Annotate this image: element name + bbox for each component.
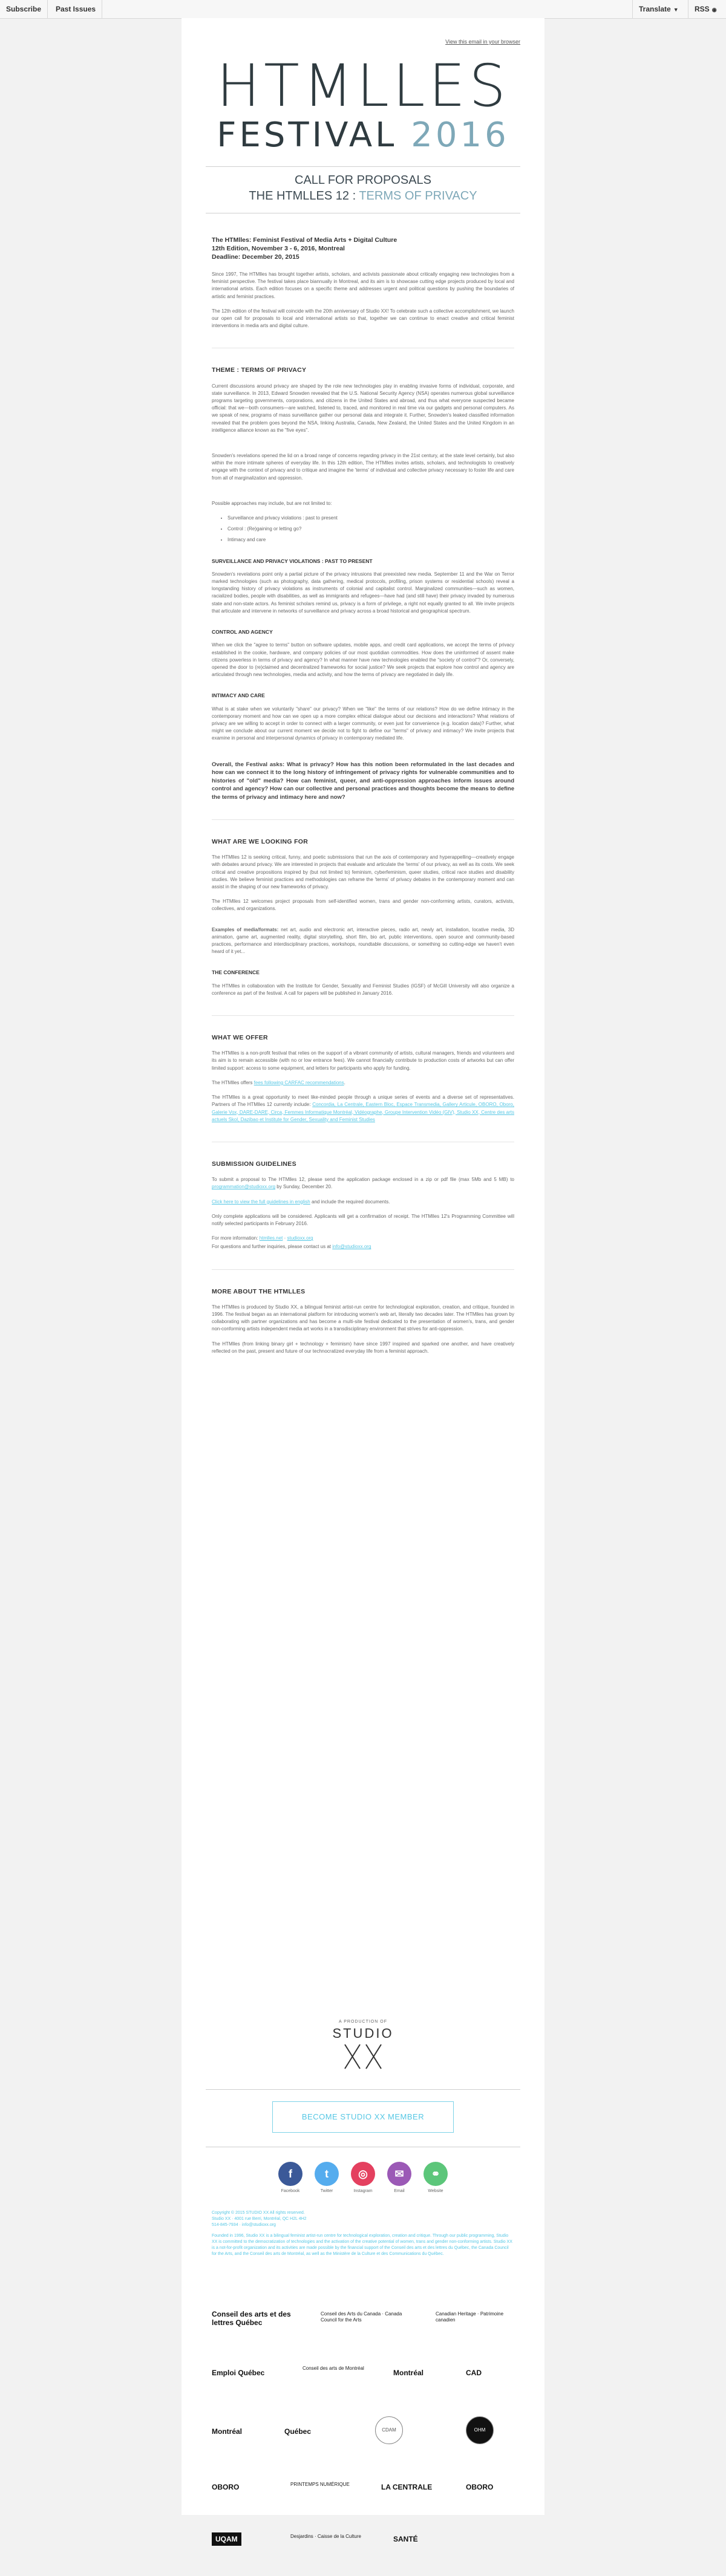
logo-line-1: HTMLLES: [216, 52, 510, 120]
sponsor-logo: LA CENTRALE: [381, 2483, 433, 2491]
sponsor-logo: Conseil des arts de Montréal: [302, 2366, 364, 2371]
guidelines-paragraph: To submit a proposal to The HTMlles 12, please send the application package enclosed in a zip or pdf file (max 5Mb and 5 MB) to programmation@studioxx.org by Sunday, December 20.: [212, 1177, 514, 1190]
sponsor-logo: Desjardins · Caisse de la Culture: [290, 2534, 361, 2539]
list-item: • Control : (Re)gaining or letting go?: [227, 525, 514, 533]
more-heading: MORE ABOUT THE HTMLLES: [212, 1287, 306, 1295]
guidelines-heading: SUBMISSION GUIDELINES: [212, 1160, 296, 1168]
social-link-facebook[interactable]: [275, 2162, 306, 2193]
social-link-twitter[interactable]: [311, 2162, 342, 2193]
content-column: [212, 236, 514, 1362]
sponsor-logo: OBORO: [466, 2483, 494, 2491]
approaches-list: [212, 515, 514, 544]
list-item: • Intimacy and care: [227, 536, 514, 544]
facebook-icon: f: [278, 2162, 302, 2186]
sponsor-logo: Montréal: [393, 2369, 424, 2377]
sponsor-logo: SANTÉ: [393, 2535, 418, 2543]
production-credit: A PRODUCTION OF STUDIO: [182, 2020, 544, 2075]
theme-paragraph: Possible approaches may include, but are not limited to:: [212, 500, 332, 506]
twitter-icon: t: [315, 2162, 339, 2186]
logo-line-2: FESTIVAL 2016: [217, 115, 509, 155]
offer-paragraph: The HTMlles is a non-profit festival that relies on the support of a vibrant community of artists, cultural managers, friends and volunteers and its aim is to remain accessible (with no or low entrance fees). We cannot financially contribute to production costs of artworks but can offer limited support: access to some equipment, and letters for participants who apply for funding.: [212, 1050, 514, 1071]
guidelines-paragraph: Click here to view the full guidelines in english and include the required documents.: [212, 1199, 390, 1205]
submission-email-link[interactable]: programmation@studioxx.org: [212, 1184, 276, 1190]
partners-links[interactable]: Concordia, La Centrale, Eastern Bloc, Espace Transmedia, Gallery Articule, OBORO, Oboro, Galerie Vox, DARE-DARE, Circa, Femmes Informatique Montréal, Vidéographe, Groupe Intervention Vidéo (GIV), Studio XX, Centre des arts actuels Skol, Dazibao et Institute for Gender, Sexuality and Feminist Studies: [212, 1102, 514, 1122]
intimacy-heading: INTIMACY AND CARE: [212, 692, 265, 699]
looking-heading: WHAT ARE WE LOOKING FOR: [212, 838, 309, 846]
sponsor-logo: OHM: [466, 2416, 494, 2444]
address: Studio XX · 4001 rue Berri, Montréal, QC H2L 4H2: [212, 2217, 307, 2221]
social-link-website[interactable]: [420, 2162, 451, 2193]
phone: 514-845-7934 · info@studioxx.org: [212, 2223, 276, 2227]
offer-paragraph: The HTMlles offers fees following CARFAC recommendations.: [212, 1079, 345, 1085]
email-icon: ✉: [387, 2162, 411, 2186]
looking-paragraph: The HTMlles 12 is seeking critical, funny, and poetic submissions that run the axis of contemporary and hyperappelling—creatively engage with debates around privacy. We are interested in projects that evaluate and articulate the 'terms' of our privacy, as well as its costs. We seek critical and creative propositions inspired by (but not limited to) feminism, cyberfeminism, queer studies, critical race studies and disability studies. We believe feminist practices and methodologies can reframe the 'terms' of privacy debates in the contemporary moment and can assist in the shaping of our new frameworks of privacy.: [212, 854, 514, 890]
instagram-icon: ◎: [351, 2162, 375, 2186]
social-label: Twitter: [320, 2189, 333, 2193]
email-body: [182, 18, 544, 2543]
sponsor-logo: Conseil des Arts du Canada · Canada Council for the Arts: [321, 2311, 402, 2323]
intro-header: The HTMlles: Feminist Festival of Media Arts + Digital Culture 12th Edition, November 3 - 6, 2016, Montreal Deadline: December 20, 2015: [212, 236, 397, 261]
sponsor-logo: CDAM: [375, 2416, 403, 2444]
sponsor-logo: Emploi Québec: [212, 2369, 265, 2377]
sponsor-logo: Montréal: [212, 2427, 243, 2436]
divider: [206, 166, 520, 167]
surveillance-heading: SURVEILLANCE AND PRIVACY VIOLATIONS : PAST TO PRESENT: [212, 558, 373, 564]
sponsor-logo: CAD: [466, 2369, 482, 2377]
call-for-proposals-title: CALL FOR PROPOSALS THE HTMLLES 12 : TERMS OF PRIVACY: [249, 174, 477, 203]
sponsor-row: [194, 2298, 532, 2353]
formats-paragraph: Examples of media/formats: net art, audio and electronic art, interactive pieces, radio art, newly art, installation, locative media, 3D animation, game art, augmented reality, digital storytelling, short film, bio art, public interventions, open source and community-based practices, performance and interdisciplinary practices, workshops, roundtable discussions, or something so cutting-edge we haven't even heard of it yet...: [212, 926, 514, 955]
social-label: Website: [428, 2189, 443, 2193]
intimacy-paragraph: What is at stake when we voluntarily "share" our privacy? When we "like" the terms of our relations? How do we define intimacy in the contemporary moment and how can we open up a more complex ethical dialogue about our decisions and interactions? What relations of privacy are we willing to accept in order to connect with a larger community, or even just for convenience (e.g. location data)? Further, what might we conclude about our current moment we decide not to fight to define our "terms" of privacy and intimacy? We invite projects that examine in personal and interpersonal dynamics of privacy in contemporary mediated life.: [212, 706, 514, 741]
full-guidelines-link[interactable]: Click here to view the full guidelines in english: [212, 1199, 310, 1205]
looking-paragraph: The HTMlles 12 welcomes project proposals from self-identified women, trans and gender non-conforming artists, curators, activists, collectives, and organizations.: [212, 899, 514, 912]
sponsor-logo: Canadian Heritage · Patrimoine canadien: [436, 2311, 504, 2323]
festival-questions: Overall, the Festival asks: What is privacy? How has this notion been reformulated in the last decades and how can we connect it to the long history of infringement of privacy rights for vulnerable communities and to histories of "old" media? How can feminist, queer, and anti-oppression approaches inform issues around control and agency? How can our collective and personal practices and thoughts become the means to define the terms of privacy and intimacy here and now?: [212, 761, 514, 801]
divider: [212, 819, 514, 820]
sponsor-row: [194, 2353, 532, 2409]
conference-paragraph: The HTMlles in collaboration with the Institute for Gender, Sexuality and Feminist Studies (IGSF) of McGill University will also organize a conference as part of the festival. A call for papers will be published in January 2016.: [212, 983, 514, 996]
divider: [212, 1269, 514, 1270]
sponsor-logo: OBORO: [212, 2483, 240, 2491]
surveillance-paragraph: Snowden's revelations point only a partial picture of the privacy intrusions that preexisted new media. September 11 and the War on Terror marked technologies (such as photography, data gathering, medical protocols, profiling, prison systems or residential schools) reveal a longstanding history of privacy violations as instruments of colonial and capitalist control. Marginalized communities—such as women, racialized bodies, people with disabilities, as well as immigrants and refugees—have had (and still have) their privacy invaded by numerous state and non-state actors. As feminist scholars remind us, privacy is a form of privilege, a right not equally granted to all. We invite projects that articulate and intervene in networks of surveillance and privacy across a broad historical and geographical spectrum.: [212, 571, 514, 614]
carfac-link[interactable]: fees following CARFAC recommendations: [253, 1079, 344, 1085]
theme-paragraph: Current discussions around privacy are shaped by the role new technologies play in enabling invasive forms of individual, corporate, and state surveillance. In 2013, Edward Snowden revealed that the U.S. National Security Agency (NSA) operates numerous global surveillance programs targeting governments, corporations, and citizens in the United States and abroad, and thus what everyone suspected became official: that we—both consumers—are watched, listened to, traced, and monitored in real time via our gadgets and personal computers. As we speak of new, programs of mass surveillance gather our personal data and integrate it. Further, Snowden's leaked classified information revealed that the problem goes beyond the NSA, linking Australia, Canada, New Zealand, the United States and the United Kingdom in an intelligence alliance known as the "five eyes".: [212, 383, 514, 433]
more-paragraph: The HTMlles (from linking binary girl + technology + feminism) have since 1997 inspired and sparked one another, and have creatively reflected on the past, present and future of our technocratized everyday life from a feminist approach.: [212, 1341, 514, 1354]
footer-text: [212, 2210, 514, 2262]
sponsor-logo: UQAM: [212, 2532, 241, 2546]
social-label: Facebook: [281, 2189, 300, 2193]
contact-paragraph: For more information: htmlles.net · studioxx.org: [212, 1235, 313, 1241]
chevron-down-icon: ▼: [673, 7, 679, 13]
rss-icon: ◉: [711, 7, 717, 13]
website-icon: ⚭: [424, 2162, 448, 2186]
translate-button[interactable]: Translate ▼: [632, 0, 685, 18]
sponsor-row: [194, 2520, 532, 2576]
theme-paragraph: Snowden's revelations opened the lid on a broad range of concerns regarding privacy in the 21st century, at the state level certainly, but also within the more intimate spheres of everyday life. In this 12th edition, The HTMlles invites artists, scholars, and technologists to creatively engage with the context of privacy and to critique and imagine the 'terms' of individual and collective privacy necessary to foster life and care from all of marginalization and oppression.: [212, 453, 514, 481]
divider: [206, 2089, 520, 2090]
become-member-button[interactable]: BECOME STUDIO XX MEMBER: [272, 2101, 454, 2133]
sponsor-logo: Conseil des arts et des lettres Québec: [212, 2310, 291, 2327]
sponsor-row: [194, 2465, 532, 2520]
social-label: Email: [394, 2189, 405, 2193]
sponsor-logos: [194, 2298, 532, 2576]
sponsor-logo: Québec: [284, 2427, 312, 2436]
social-link-email[interactable]: [384, 2162, 415, 2193]
footer-blurb: Founded in 1996, Studio XX is a bilingual feminist artist-run centre for technological exploration, creation and critique. Through our public programming, Studio XX is committed to the democratization of technologies and the activation of the creative potential of women, trans and gender non-conforming artists. Studio XX is a not-for-profit organization and its activities are made possible by the financial support of the Conseil des arts et des lettres du Québec, the Canada Council for the Arts, and the Conseil des arts de Montréal, as well as the Ministère de la Culture et des Communications du Québec.: [212, 2234, 512, 2256]
contact-paragraph: For questions and further inquiries, please contact us at info@studioxx.org: [212, 1244, 371, 1250]
more-paragraph: The HTMlles is produced by Studio XX, a bilingual feminist artist-run centre for technological exploration, creation, and critique, founded in 1996. The festival began as an international platform for introducing women's web art, literally two decades later. The HTMlles has grown by collaborating with partner organizations and has become a multi-site festival dedicated to the presentation of women's, trans, and gender non-conforming artists independent media art works in a transdisciplinary environment that strives for anti-oppression.: [212, 1304, 514, 1332]
partners-paragraph: The HTMlles is a great opportunity to meet like-minded people through a unique series of events and a diverse set of representatives. Partners of The HTMlles 12 currently include: Concordia, La Centrale, Eastern Bloc, Espace Transmedia, Gallery Articule, OBORO, Oboro, Galerie Vox, DARE-DARE, Circa, Femmes Informatique Montréal, Vidéographe, Groupe Intervention Vidéo (GIV), Studio XX, Centre des arts actuels Skol, Dazibao et Institute for Gender, Sexuality and Feminist Studies: [212, 1094, 514, 1122]
theme-heading: THEME : TERMS OF PRIVACY: [212, 366, 307, 374]
conference-heading: THE CONFERENCE: [212, 969, 260, 976]
studio-xx-mark-icon: [342, 2041, 384, 2072]
social-link-instagram[interactable]: [347, 2162, 379, 2193]
info-email-link[interactable]: info@studioxx.org: [332, 1244, 371, 1250]
htmlles-site-link[interactable]: htmlles.net: [259, 1235, 283, 1241]
intro-paragraph: Since 1997, The HTMlles has brought together artists, scholars, and activists passionate about critically engaging new technologies from a feminist perspective. The festival takes place biannually in Montreal, and its aim is to showcase cutting edge projects produced by local and international artists. Each edition focuses on a specific theme and addresses urgent and political questions by pushing the boundaries of artistic and feminist practices.: [212, 272, 514, 299]
copyright: Copyright © 2015 STUDIO XX All rights reserved.: [212, 2211, 305, 2215]
social-label: Instagram: [353, 2189, 373, 2193]
divider: [212, 1015, 514, 1016]
control-paragraph: When we click the "agree to terms" button on software updates, mobile apps, and credit card applications, we accept the terms of privacy established in the cookie, hardware, and company policies of our most quotidian commodities. How does the uninformed of assent make citizens powerless in terms of privacy and agency? In what manner have new technologies enabled the "society of control"? Or, conversely, opened the door to (re)claimed and decentralized frameworks for social justice? We seek projects that explore how control and agency are articulated through new technologies, media and activity, and how the terms of privacy are negotiated in daily life.: [212, 642, 514, 678]
rss-button[interactable]: RSS ◉: [688, 0, 723, 18]
offer-heading: WHAT WE OFFER: [212, 1034, 268, 1042]
studioxx-site-link[interactable]: studioxx.org: [287, 1235, 313, 1241]
intro-paragraph: The 12th edition of the festival will coincide with the 20th anniversary of Studio XX! To celebrate such a collective accomplishment, we launch our open call for proposals to local and international artists so that, together we can continue to enact creative and critical feminist interventions in media arts and digital culture.: [212, 308, 514, 329]
past-issues-button[interactable]: Past Issues: [50, 0, 102, 18]
subscribe-button[interactable]: Subscribe: [0, 0, 48, 18]
studio-xx-logo: STUDIO: [332, 2026, 394, 2041]
sponsor-row: [194, 2409, 532, 2465]
guidelines-paragraph: Only complete applications will be considered. Applicants will get a confirmation of receipt. The HTMlles 12's Programming Committee will notify selected participants in February 2016.: [212, 1213, 514, 1226]
control-heading: CONTROL AND AGENCY: [212, 629, 273, 636]
social-links: [182, 2162, 544, 2193]
view-in-browser-link[interactable]: View this email in your browser: [445, 39, 520, 45]
festival-logo: [182, 52, 544, 155]
top-bar: [0, 0, 726, 19]
sponsor-logo: PRINTEMPS NUMÉRIQUE: [290, 2482, 350, 2487]
list-item: • Surveillance and privacy violations : past to present: [227, 515, 514, 522]
